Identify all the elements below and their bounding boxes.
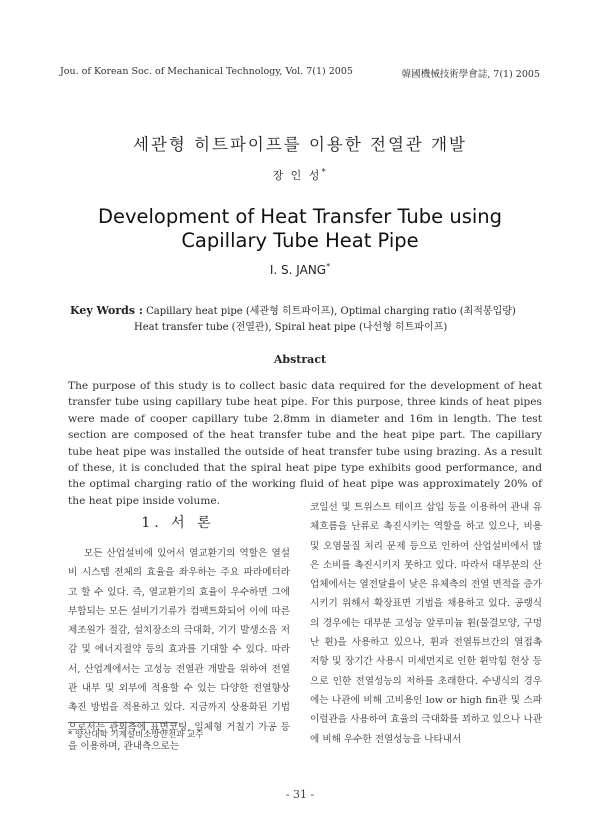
keywords-block: [70, 303, 540, 336]
journal-citation: Jou. of Korean Soc. of Mechanical Technology, Vol. 7(1) 2005: [60, 66, 353, 77]
footnote-divider: [68, 722, 178, 723]
author-footnote: * 양산대학 기계설비소방안전과 교수: [68, 730, 204, 740]
korean-author: [0, 167, 600, 183]
journal-citation-korean: 韓國機械技術學會誌, 7(1) 2005: [401, 69, 540, 80]
author-affiliation-mark: *: [321, 167, 328, 177]
abstract-text: The purpose of this study is to collect basic data required for the development of heat transfer tube using capillary tube heat pipe. For this purpose, three kinds of heat pipes were made of cooper capillary tube 2.8mm in diameter and 16m in length. The test section are composed of the heat transfer tube and the heat pipe part. The capillary tube heat pipe was installed the outside of heat transfer tube using brazing. As a result of these, it is concluded that the spiral heat pipe type exhibits good performance, and the optimal charging ratio of the working fluid of heat pipe was approximately 20% of the heat pipe inside volume.: [68, 380, 542, 507]
page-number: - 31 -: [285, 788, 315, 801]
keywords-first-line: Capillary heat pipe (세관형 히트파이프), Optimal charging ratio (최적봉입량): [146, 306, 516, 317]
body-right-column: 코일선 및 트위스트 테이프 삽입 등을 이용하여 관내 유체흐름을 난류로 촉진시키는 역할을 하고 있으나, 비용 및 오염물질 처리 문제 등으로 인하여 산업설비에서 많은 소비를 촉진시키지 못하고 있다. 따라서 대부분의 산업체에서는 열전달율이 낮은 유체측의 전열 면적을 증가시키기 위해서 확장표면 기법을 채용하고 있다. 공랭식의 경우에는 대부분 고성능 알루미늄 휜(물결모양, 구멍난 휜)을 사용하고 있으나, 휜과 전열튜브간의 열접촉 저항 및 장기간 사용시 미세먼지로 인한 휜막힘 현상 등으로 인한 전열성능의 저하를 초래한다. 수냉식의 경우에는 나관에 비해 고비용인 low or high fin관 및 스파이럴관을 사용하여 효율의 극대화를 꾀하고 있으나 나관에 비해 우수한 전열성능을 나타내서: [310, 502, 542, 745]
english-title: Development of Heat Transfer Tube using Capillary Tube Heat Pipe: [97, 205, 503, 252]
english-author: [0, 262, 600, 277]
abstract-heading: Abstract: [273, 353, 327, 366]
keywords-line-1: [70, 303, 540, 320]
english-author-name: I. S. JANG: [269, 263, 327, 277]
section-heading-introduction: 1. 서 론: [141, 515, 215, 531]
keywords-label: Key Words :: [70, 304, 143, 317]
keywords-second-line: Heat transfer tube (전열관), Spiral heat pipe (나선형 히트파이프): [134, 322, 448, 333]
korean-title: 세관형 히트파이프를 이용한 전열관 개발: [133, 135, 467, 154]
english-author-mark: *: [326, 262, 331, 271]
korean-author-name: 장 인 성: [272, 169, 322, 182]
body-left-column: 모든 산업설비에 있어서 열교환기의 역할은 열설비 시스템 전체의 효율을 좌우하는 주요 파라메터라고 할 수 있다. 즉, 열교환기의 효율이 우수하면 그에 부합되는 모든 설비기기류가 컴팩트화되어 이에 따른 제조원가 절감, 설치장소의 극대화, 기기 발생소음 저감 및 에너지절약 등의 효과를 기대할 수 있다. 따라서, 산업계에서는 고성능 전열관 개발을 위하여 전열관 내부 및 외부에 적용할 수 있는 다양한 전열향상 촉진 방법을 적용하고 있다. 지금까지 상용화된 기법으로서는 관외측에 표면코팅, 일체형 거칠기 가공 등을 이용하며, 관내측으로는: [68, 548, 290, 752]
